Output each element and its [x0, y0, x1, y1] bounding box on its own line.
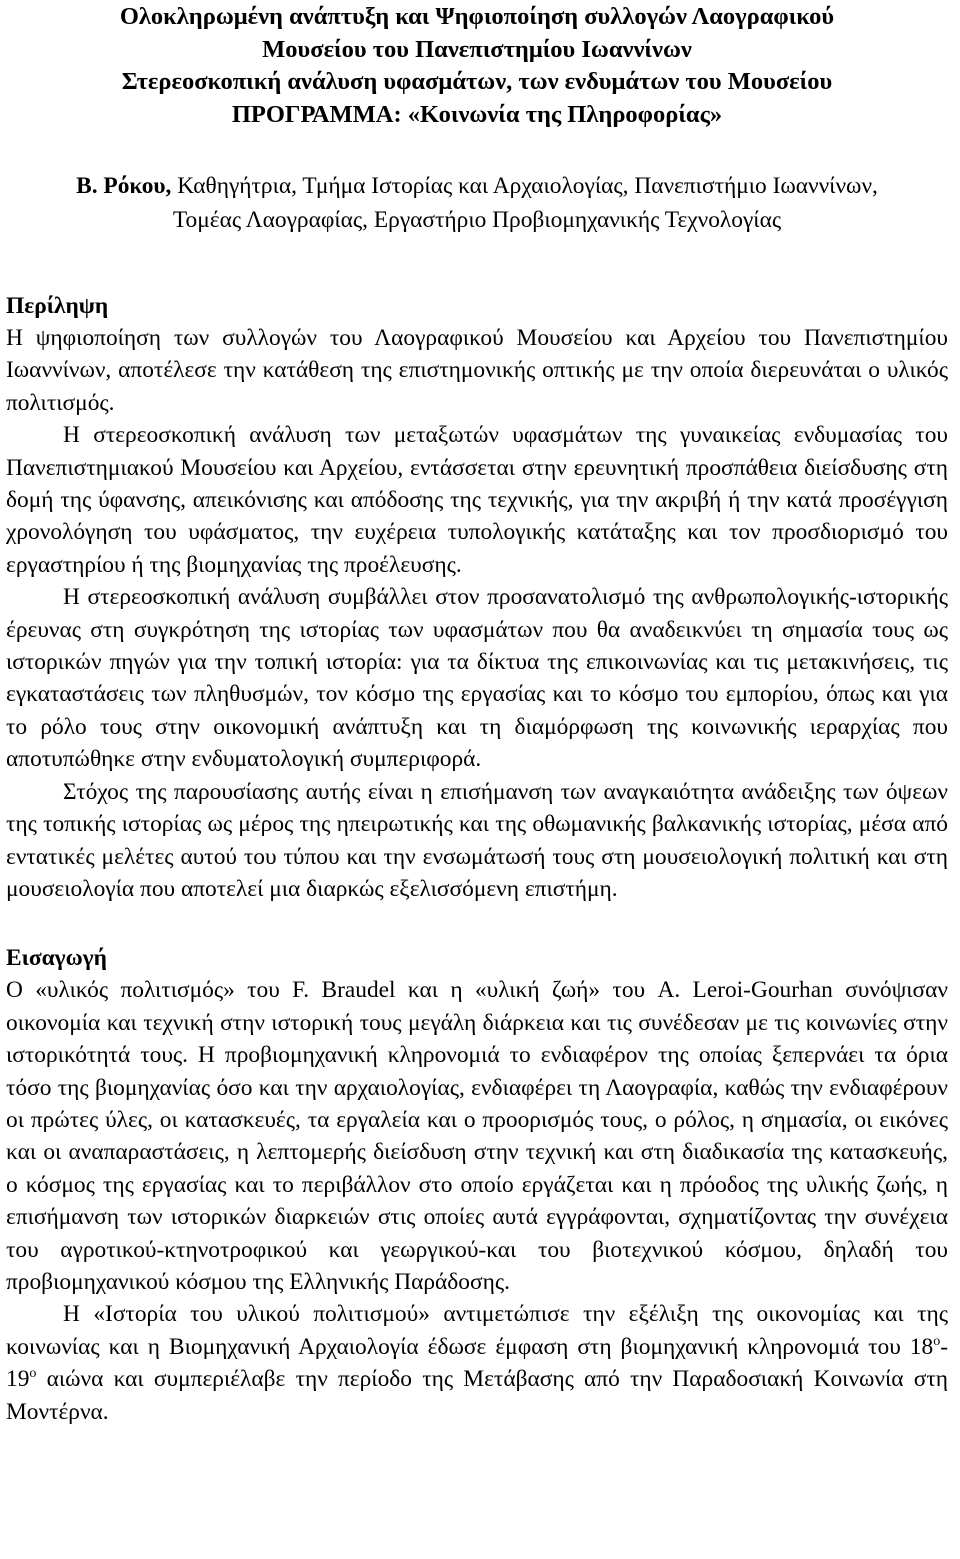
superscript-o-2: ο	[29, 1366, 37, 1382]
author-block	[6, 169, 948, 237]
introduction-paragraph-2	[6, 1298, 948, 1428]
author-affiliation-1: Καθηγήτρια, Τμήμα Ιστορίας και Αρχαιολογίας, Πανεπιστήμιο Ιωαννίνων,	[171, 173, 878, 199]
intro-p2-text-2: - 19	[6, 1333, 948, 1393]
document-title	[6, 0, 948, 131]
author-affiliation-2: Τομέας Λαογραφίας, Εργαστήριο Προβιομηχανικής Τεχνολογίας	[172, 207, 782, 233]
author-name: Β. Ρόκου,	[76, 173, 172, 199]
abstract-heading: Περίληψη	[6, 293, 109, 319]
title-line-4: ΠΡΟΓΡΑΜΜΑ: «Κοινωνία της Πληροφορίας»	[231, 100, 723, 128]
abstract-paragraph-4: Στόχος της παρουσίασης αυτής είναι η επισήμανση των αναγκαιότητα ανάδειξης των όψεων της τοπικής ιστορίας ως μέρος της ηπειρωτικής και της οθωμανικής βαλκανικής ιστορίας, μέσα από εντατικές μελέτες αυτού του τύπου και την ενσωμάτωσή τους στη μουσειολογική πολιτική και στη μουσειολογία που αποτελεί μια διαρκώς εξελισσόμενη επιστήμη.	[6, 778, 948, 902]
author-line-1	[6, 169, 948, 203]
abstract-paragraph-2: Η στερεοσκοπική ανάλυση των μεταξωτών υφασμάτων της γυναικείας ενδυμασίας του Πανεπιστημιακού Μουσείου και Αρχείου, εντάσσεται στην ερευνητική προσπάθεια διείσδυσης στη δομή της ύφανσης, απεικόνισης και απόδοσης της τεχνικής, για την ακριβή ή την κατά προσέγγιση χρονολόγηση του υφάσματος, την ευχέρεια τυπολογικής κατάταξης και τον προσδιορισμό του εργαστηρίου ή της βιομηχανίας της προέλευσης.	[6, 422, 948, 578]
intro-p2-text-1: Η «Ιστορία του υλικού πολιτισμού» αντιμετώπισε την εξέλιξη της οικονομίας και της κοινωνίας και η Βιομηχανική Αρχαιολογία έδωσε έμφαση στη βιομηχανική κληρονομιά του 18	[6, 1301, 948, 1360]
title-line-3: Στερεοσκοπική ανάλυση υφασμάτων, των ενδυμάτων του Μουσείου	[121, 68, 833, 95]
introduction-heading: Εισαγωγή	[6, 945, 107, 972]
superscript-o-1: ο	[933, 1333, 941, 1349]
introduction-paragraph-1: Ο «υλικός πολιτισμός» του F. Braudel και η «υλική ζωή» του A. Leroi-Gourhan συνόψισαν οικονομία και τεχνική στην ιστορική τους μεγάλη διάρκεια και τις συνέδεσαν με τις κοινωνίες στην ιστορικότητά τους. Η προβιομηχανική κληρονομιά το ενδιαφέρον της οποίας ξεπερνάει τα όρια τόσο της βιομηχανίας όσο και την αρχαιολογίας, ενδιαφέρει τη Λαογραφία, καθώς την ενδιαφέρουν οι πρώτες ύλες, οι κατασκευές, τα εργαλεία και ο προορισμός τους, ο ρόλος, η σημασία, οι εικόνες και οι αναπαραστάσεις, η λεπτομερής διείσδυση στην τεχνική και στη διαδικασία της κατασκευής, ο κόσμος της εργασίας και το περιβάλλον στο οποίο εργάζεται και η πρόοδος της υλικής ζωής, η επισήμανση των ιστορικών διαρκειών στις οποίες αυτά εγγράφονται, σχηματίζοντας την συνέχεια του αγροτικού-κτηνοτροφικού και γεωργικού-και του βιοτεχνικού κόσμου, δηλαδή του προβιομηχανικού κόσμου της Ελληνικής Παράδοσης.	[6, 977, 948, 1295]
abstract-paragraph-3: Η στερεοσκοπική ανάλυση συμβάλλει στον προσανατολισμό της ανθρωπολογικής-ιστορικής έρευνας στη συγκρότηση της ιστορίας των υφασμάτων που θα αναδεικνύει τη σημασία τους ως ιστορικών πηγών για την τοπική ιστορία: για τα δίκτυα της επικοινωνίας και τις μετακινήσεις, τις εγκαταστάσεις των πληθυσμών, τον κόσμο της εργασίας και το κόσμο του εμπορίου, όπως και για το ρόλο τους στην οικονομική ανάπτυξη και τη διαμόρφωση της κοινωνικής ιεραρχίας που αποτυπώθηκε στην ενδυματολογική συμπεριφορά.	[6, 584, 948, 773]
abstract-paragraph-1: Η ψηφιοποίηση των συλλογών του Λαογραφικού Μουσείου και Αρχείου του Πανεπιστημίου Ιωαννίνων, αποτέλεσε την κατάθεση της επιστημονικής οπτικής με την οποία διερευνάται ο υλικός πολιτισμός.	[6, 325, 948, 416]
title-line-1: Ολοκληρωμένη ανάπτυξη και Ψηφιοποίηση συλλογών Λαογραφικού	[119, 3, 835, 30]
title-line-2: Μουσείου του Πανεπιστημίου Ιωαννίνων	[262, 35, 692, 63]
intro-p2-text-3: αιώνα και συμπεριέλαβε την περίοδο της Μετάβασης από την Παραδοσιακή Κοινωνία στη Μοντέρνα.	[6, 1366, 948, 1425]
